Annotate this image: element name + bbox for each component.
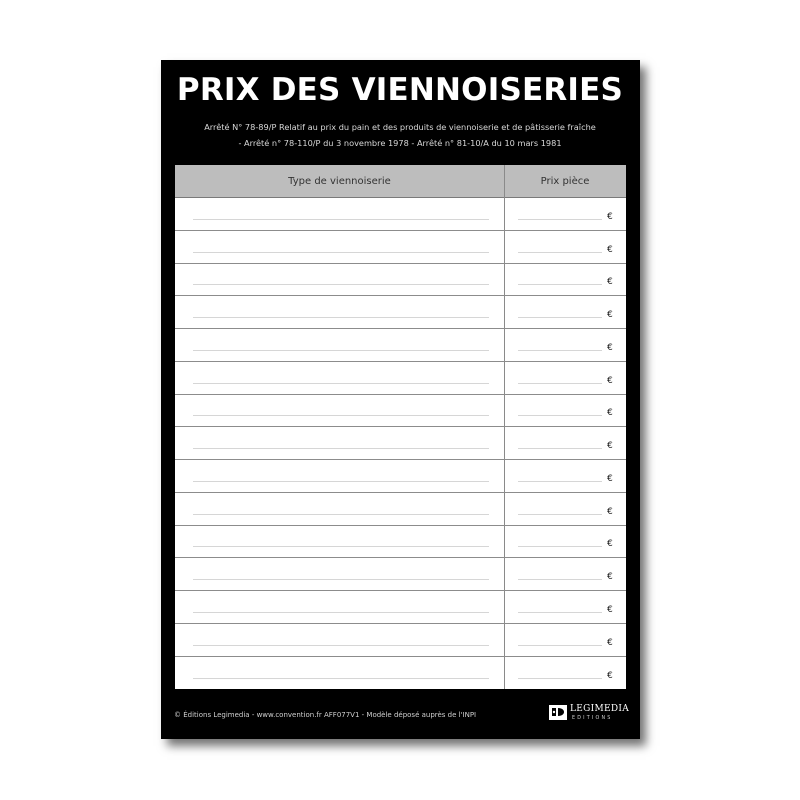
type-fill-line[interactable] [193,481,489,482]
table-row [175,395,626,428]
table-row [175,198,626,231]
type-fill-line[interactable] [193,383,489,384]
currency-symbol: € [607,375,613,386]
logo-subtext: EDITIONS [572,716,613,721]
table-row [175,231,626,264]
table-row [175,558,626,591]
currency-symbol: € [607,408,613,419]
type-fill-line[interactable] [193,415,489,416]
table-row [175,526,626,559]
price-fill-line[interactable] [518,350,602,351]
currency-symbol: € [607,671,613,682]
table-row [175,460,626,493]
type-fill-line[interactable] [193,350,489,351]
currency-symbol: € [607,277,613,288]
price-fill-line[interactable] [518,383,602,384]
table-row [175,296,626,329]
legimedia-logo [549,704,629,726]
type-fill-line[interactable] [193,317,489,318]
table-row [175,624,626,657]
price-fill-line[interactable] [518,317,602,318]
type-fill-line[interactable] [193,448,489,449]
currency-symbol: € [607,342,613,353]
poster-subtitle-line-1: Arrêté N° 78-89/P Relatif au prix du pain et des produits de viennoiserie et de pâtisserie fraîche [204,122,596,132]
currency-symbol: € [607,310,613,320]
price-fill-line[interactable] [518,415,602,416]
type-fill-line[interactable] [193,678,489,679]
table-header [175,165,626,198]
table-row [175,264,626,297]
currency-symbol: € [607,473,613,484]
type-fill-line[interactable] [193,612,489,613]
type-fill-line[interactable] [193,546,489,547]
currency-symbol: € [607,506,613,517]
table-row [175,657,626,690]
price-fill-line[interactable] [518,579,602,580]
price-fill-line[interactable] [518,546,602,547]
currency-symbol: € [607,244,613,255]
logo-name: LEGIMEDIA [570,704,630,714]
type-fill-line[interactable] [193,219,489,220]
price-fill-line[interactable] [518,284,602,285]
price-fill-line[interactable] [518,645,602,646]
header-prix-piece: Prix pièce [540,176,590,187]
poster-title: PRIX DES VIENNOISERIES [176,72,624,108]
table-row [175,329,626,362]
type-fill-line[interactable] [193,252,489,253]
price-table [175,165,626,689]
type-fill-line[interactable] [193,514,489,515]
poster-subtitle-line-2: - Arrêté n° 78-110/P du 3 novembre 1978 - Arrêté n° 81-10/A du 10 mars 1981 [238,138,562,148]
currency-symbol: € [607,211,613,222]
header-type-viennoiserie: Type de viennoiserie [288,176,391,187]
legimedia-logo-icon [549,705,567,720]
table-row [175,591,626,624]
price-fill-line[interactable] [518,678,602,679]
type-fill-line[interactable] [193,645,489,646]
price-fill-line[interactable] [518,219,602,220]
price-fill-line[interactable] [518,481,602,482]
table-row [175,493,626,526]
currency-symbol: € [607,637,613,648]
price-fill-line[interactable] [518,612,602,613]
currency-symbol: € [607,604,613,615]
price-fill-line[interactable] [518,252,602,253]
currency-symbol: € [607,441,613,451]
table-row [175,362,626,395]
footer-copyright: © Éditions Legimedia - www.convention.fr AFF077V1 - Modèle déposé auprès de l'INPI [174,711,477,719]
currency-symbol: € [607,539,613,550]
type-fill-line[interactable] [193,579,489,580]
currency-symbol: € [607,572,613,582]
price-fill-line[interactable] [518,514,602,515]
price-fill-line[interactable] [518,448,602,449]
type-fill-line[interactable] [193,284,489,285]
table-row [175,427,626,460]
table-body [175,198,626,689]
